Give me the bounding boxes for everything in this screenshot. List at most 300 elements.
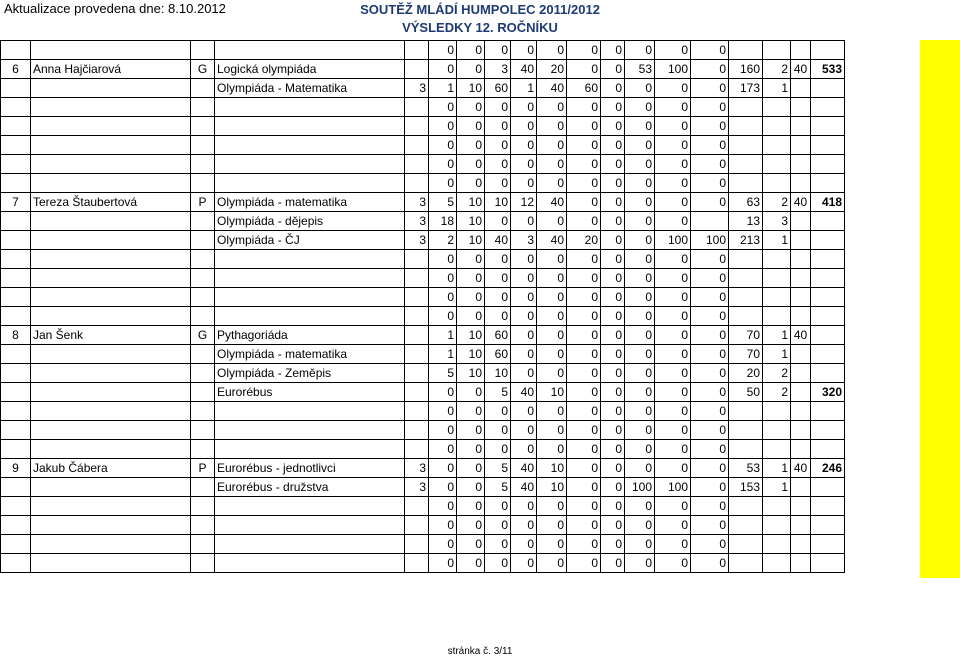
score-cell: 0 bbox=[537, 402, 567, 421]
score-cell: 0 bbox=[457, 383, 485, 402]
competition-name: Eurorébus bbox=[215, 383, 405, 402]
sum-cell: 160 bbox=[729, 60, 763, 79]
points-cell: 40 bbox=[791, 326, 811, 345]
place-cell bbox=[763, 174, 791, 193]
total-cell bbox=[811, 98, 845, 117]
total-cell: 246 bbox=[811, 459, 845, 478]
points-cell bbox=[791, 402, 811, 421]
competition-name: Pythagoriáda bbox=[215, 326, 405, 345]
sum-cell bbox=[729, 440, 763, 459]
student-name: Anna Hajčiarová bbox=[31, 60, 191, 79]
score-cell: 0 bbox=[567, 554, 601, 573]
score-cell: 10 bbox=[537, 383, 567, 402]
score-cell: 0 bbox=[601, 174, 625, 193]
sum-cell bbox=[729, 269, 763, 288]
score-cell: 0 bbox=[655, 155, 691, 174]
score-cell: 0 bbox=[691, 136, 729, 155]
place-cell bbox=[763, 497, 791, 516]
score-cell: 0 bbox=[655, 459, 691, 478]
score-cell: 0 bbox=[429, 250, 457, 269]
score-cell: 0 bbox=[691, 364, 729, 383]
score-cell: 0 bbox=[485, 98, 511, 117]
sum-cell: 50 bbox=[729, 383, 763, 402]
competition-name bbox=[215, 98, 405, 117]
score-cell: 0 bbox=[457, 98, 485, 117]
score-cell: 0 bbox=[567, 497, 601, 516]
school-type bbox=[191, 402, 215, 421]
total-column-highlight bbox=[920, 40, 960, 578]
score-cell: 0 bbox=[429, 174, 457, 193]
score-cell: 0 bbox=[457, 41, 485, 60]
place-cell bbox=[763, 136, 791, 155]
score-cell: 0 bbox=[567, 136, 601, 155]
school-type bbox=[191, 535, 215, 554]
score-cell: 0 bbox=[485, 250, 511, 269]
score-cell: 10 bbox=[485, 364, 511, 383]
score-cell: 0 bbox=[625, 326, 655, 345]
place-cell: 1 bbox=[763, 345, 791, 364]
student-name bbox=[31, 269, 191, 288]
sum-cell bbox=[729, 497, 763, 516]
row-number bbox=[1, 421, 31, 440]
row-number bbox=[1, 269, 31, 288]
score-cell: 0 bbox=[601, 193, 625, 212]
update-date: Aktualizace provedena dne: 8.10.2012 bbox=[4, 1, 226, 16]
score-cell: 0 bbox=[485, 497, 511, 516]
score-cell: 0 bbox=[457, 554, 485, 573]
student-name bbox=[31, 212, 191, 231]
total-cell bbox=[811, 402, 845, 421]
place-cell bbox=[763, 535, 791, 554]
score-cell: 0 bbox=[625, 402, 655, 421]
score-cell: 0 bbox=[601, 497, 625, 516]
score-cell: 0 bbox=[655, 421, 691, 440]
score-cell: 100 bbox=[655, 478, 691, 497]
table-row bbox=[1, 98, 845, 117]
score-cell: 10 bbox=[457, 364, 485, 383]
score-cell: 0 bbox=[457, 117, 485, 136]
page-number: stránka č. 3/11 bbox=[447, 646, 513, 657]
school-type bbox=[191, 516, 215, 535]
score-cell: 0 bbox=[537, 269, 567, 288]
competition-name bbox=[215, 136, 405, 155]
row-number bbox=[1, 155, 31, 174]
score-cell: 40 bbox=[511, 459, 537, 478]
score-cell: 0 bbox=[601, 60, 625, 79]
score-cell: 0 bbox=[511, 535, 537, 554]
school-type bbox=[191, 554, 215, 573]
school-type: P bbox=[191, 193, 215, 212]
total-cell bbox=[811, 497, 845, 516]
score-cell: 0 bbox=[625, 440, 655, 459]
school-type bbox=[191, 117, 215, 136]
score-cell: 0 bbox=[625, 212, 655, 231]
school-type bbox=[191, 98, 215, 117]
score-cell: 1 bbox=[429, 345, 457, 364]
student-name: Jan Šenk bbox=[31, 326, 191, 345]
table-row bbox=[1, 212, 845, 231]
score-cell: 0 bbox=[691, 174, 729, 193]
total-cell bbox=[811, 288, 845, 307]
total-cell bbox=[811, 345, 845, 364]
score-cell: 0 bbox=[601, 41, 625, 60]
score-cell: 0 bbox=[655, 98, 691, 117]
category-value bbox=[405, 497, 429, 516]
score-cell: 0 bbox=[601, 250, 625, 269]
score-cell: 5 bbox=[485, 459, 511, 478]
score-cell: 0 bbox=[625, 554, 655, 573]
score-cell: 40 bbox=[537, 193, 567, 212]
score-cell: 0 bbox=[655, 307, 691, 326]
points-cell bbox=[791, 174, 811, 193]
score-cell: 100 bbox=[625, 478, 655, 497]
score-cell: 0 bbox=[511, 554, 537, 573]
score-cell: 0 bbox=[567, 307, 601, 326]
student-name bbox=[31, 231, 191, 250]
score-cell: 0 bbox=[457, 174, 485, 193]
total-cell bbox=[811, 212, 845, 231]
table-row bbox=[1, 402, 845, 421]
points-cell bbox=[791, 250, 811, 269]
total-cell bbox=[811, 516, 845, 535]
score-cell: 0 bbox=[655, 364, 691, 383]
score-cell: 0 bbox=[625, 193, 655, 212]
score-cell: 0 bbox=[567, 155, 601, 174]
total-cell bbox=[811, 554, 845, 573]
score-cell: 0 bbox=[537, 326, 567, 345]
score-cell: 0 bbox=[511, 98, 537, 117]
score-cell: 0 bbox=[655, 288, 691, 307]
student-name bbox=[31, 440, 191, 459]
table-row bbox=[1, 155, 845, 174]
points-cell bbox=[791, 535, 811, 554]
competition-name bbox=[215, 41, 405, 60]
place-cell bbox=[763, 554, 791, 573]
score-cell: 0 bbox=[655, 250, 691, 269]
school-type: G bbox=[191, 60, 215, 79]
score-cell: 0 bbox=[625, 383, 655, 402]
score-cell: 0 bbox=[429, 155, 457, 174]
score-cell: 0 bbox=[537, 117, 567, 136]
row-number bbox=[1, 250, 31, 269]
score-cell: 0 bbox=[691, 345, 729, 364]
student-name bbox=[31, 288, 191, 307]
total-cell bbox=[811, 364, 845, 383]
score-cell: 0 bbox=[457, 288, 485, 307]
score-cell: 0 bbox=[655, 383, 691, 402]
student-name bbox=[31, 516, 191, 535]
table-row bbox=[1, 269, 845, 288]
total-cell bbox=[811, 326, 845, 345]
student-name bbox=[31, 478, 191, 497]
table-row bbox=[1, 79, 845, 98]
school-type: P bbox=[191, 459, 215, 478]
sum-cell: 173 bbox=[729, 79, 763, 98]
score-cell: 0 bbox=[485, 174, 511, 193]
score-cell: 0 bbox=[457, 535, 485, 554]
competition-name: Olympiáda - ČJ bbox=[215, 231, 405, 250]
total-cell bbox=[811, 41, 845, 60]
score-cell: 0 bbox=[567, 440, 601, 459]
score-cell: 0 bbox=[567, 421, 601, 440]
score-cell: 0 bbox=[429, 269, 457, 288]
score-cell: 0 bbox=[655, 554, 691, 573]
student-name: Jakub Čábera bbox=[31, 459, 191, 478]
competition-name: Eurorébus - jednotlivci bbox=[215, 459, 405, 478]
score-cell: 0 bbox=[511, 364, 537, 383]
score-cell: 5 bbox=[429, 193, 457, 212]
student-name bbox=[31, 136, 191, 155]
student-name bbox=[31, 497, 191, 516]
total-cell bbox=[811, 250, 845, 269]
score-cell: 0 bbox=[601, 326, 625, 345]
score-cell: 0 bbox=[655, 136, 691, 155]
score-cell: 10 bbox=[457, 345, 485, 364]
score-cell: 0 bbox=[567, 98, 601, 117]
school-type bbox=[191, 497, 215, 516]
score-cell: 0 bbox=[601, 364, 625, 383]
competition-name bbox=[215, 307, 405, 326]
table-row bbox=[1, 364, 845, 383]
category-value bbox=[405, 60, 429, 79]
table-row bbox=[1, 459, 845, 478]
score-cell: 0 bbox=[457, 497, 485, 516]
sum-cell bbox=[729, 421, 763, 440]
student-name bbox=[31, 155, 191, 174]
school-type bbox=[191, 155, 215, 174]
table-row bbox=[1, 345, 845, 364]
sum-cell: 70 bbox=[729, 326, 763, 345]
row-number bbox=[1, 402, 31, 421]
place-cell: 1 bbox=[763, 459, 791, 478]
score-cell: 0 bbox=[537, 136, 567, 155]
score-cell: 0 bbox=[691, 155, 729, 174]
score-cell: 0 bbox=[429, 459, 457, 478]
school-type bbox=[191, 345, 215, 364]
sum-cell bbox=[729, 41, 763, 60]
row-number bbox=[1, 345, 31, 364]
table-row bbox=[1, 231, 845, 250]
competition-name: Olympiáda - dějepis bbox=[215, 212, 405, 231]
place-cell: 3 bbox=[763, 212, 791, 231]
results-table bbox=[0, 40, 845, 573]
table-row bbox=[1, 440, 845, 459]
score-cell: 0 bbox=[691, 516, 729, 535]
score-cell: 0 bbox=[625, 516, 655, 535]
score-cell: 60 bbox=[485, 79, 511, 98]
points-cell bbox=[791, 98, 811, 117]
place-cell bbox=[763, 402, 791, 421]
score-cell: 0 bbox=[567, 193, 601, 212]
place-cell: 1 bbox=[763, 79, 791, 98]
score-cell: 0 bbox=[511, 345, 537, 364]
score-cell: 0 bbox=[511, 440, 537, 459]
score-cell: 0 bbox=[625, 79, 655, 98]
row-number bbox=[1, 288, 31, 307]
score-cell: 0 bbox=[691, 478, 729, 497]
score-cell: 0 bbox=[567, 326, 601, 345]
score-cell: 40 bbox=[511, 478, 537, 497]
category-value bbox=[405, 288, 429, 307]
score-cell: 0 bbox=[655, 326, 691, 345]
score-cell: 0 bbox=[691, 554, 729, 573]
total-cell: 320 bbox=[811, 383, 845, 402]
score-cell: 0 bbox=[485, 136, 511, 155]
score-cell: 0 bbox=[457, 155, 485, 174]
score-cell: 0 bbox=[691, 41, 729, 60]
row-number bbox=[1, 98, 31, 117]
score-cell: 0 bbox=[429, 383, 457, 402]
row-number bbox=[1, 41, 31, 60]
category-value bbox=[405, 326, 429, 345]
row-number bbox=[1, 535, 31, 554]
score-cell: 0 bbox=[537, 364, 567, 383]
score-cell: 0 bbox=[691, 459, 729, 478]
score-cell: 0 bbox=[457, 421, 485, 440]
competition-name bbox=[215, 516, 405, 535]
total-cell bbox=[811, 421, 845, 440]
score-cell: 10 bbox=[457, 212, 485, 231]
sum-cell bbox=[729, 117, 763, 136]
score-cell: 0 bbox=[625, 307, 655, 326]
score-cell: 0 bbox=[601, 402, 625, 421]
table-row bbox=[1, 497, 845, 516]
competition-name: Olympiáda - matematika bbox=[215, 345, 405, 364]
school-type bbox=[191, 288, 215, 307]
sum-cell bbox=[729, 136, 763, 155]
category-value: 3 bbox=[405, 79, 429, 98]
score-cell: 0 bbox=[625, 41, 655, 60]
points-cell bbox=[791, 345, 811, 364]
score-cell: 40 bbox=[537, 79, 567, 98]
score-cell: 0 bbox=[511, 307, 537, 326]
score-cell: 0 bbox=[655, 516, 691, 535]
place-cell: 2 bbox=[763, 193, 791, 212]
score-cell: 10 bbox=[457, 231, 485, 250]
student-name bbox=[31, 174, 191, 193]
score-cell: 0 bbox=[601, 136, 625, 155]
points-cell bbox=[791, 136, 811, 155]
score-cell: 0 bbox=[511, 250, 537, 269]
score-cell: 0 bbox=[537, 212, 567, 231]
score-cell: 60 bbox=[567, 79, 601, 98]
score-cell: 40 bbox=[537, 231, 567, 250]
score-cell: 0 bbox=[457, 402, 485, 421]
score-cell: 0 bbox=[625, 174, 655, 193]
score-cell: 0 bbox=[655, 41, 691, 60]
place-cell bbox=[763, 421, 791, 440]
row-number: 9 bbox=[1, 459, 31, 478]
score-cell: 0 bbox=[485, 421, 511, 440]
page-subtitle: VÝSLEDKY 12. ROČNÍKU bbox=[402, 20, 558, 35]
competition-name bbox=[215, 117, 405, 136]
points-cell bbox=[791, 269, 811, 288]
score-cell: 0 bbox=[691, 440, 729, 459]
score-cell: 40 bbox=[511, 60, 537, 79]
score-cell: 5 bbox=[485, 478, 511, 497]
score-cell: 10 bbox=[457, 79, 485, 98]
score-cell: 0 bbox=[691, 535, 729, 554]
place-cell bbox=[763, 41, 791, 60]
points-cell bbox=[791, 117, 811, 136]
competition-name bbox=[215, 440, 405, 459]
score-cell: 0 bbox=[625, 288, 655, 307]
points-cell: 40 bbox=[791, 459, 811, 478]
sum-cell: 13 bbox=[729, 212, 763, 231]
score-cell: 0 bbox=[601, 516, 625, 535]
score-cell: 0 bbox=[691, 269, 729, 288]
score-cell: 0 bbox=[691, 79, 729, 98]
score-cell: 10 bbox=[485, 193, 511, 212]
points-cell: 40 bbox=[791, 60, 811, 79]
score-cell: 0 bbox=[655, 174, 691, 193]
score-cell: 60 bbox=[485, 326, 511, 345]
score-cell: 0 bbox=[691, 421, 729, 440]
school-type bbox=[191, 212, 215, 231]
table-row bbox=[1, 535, 845, 554]
category-value: 3 bbox=[405, 478, 429, 497]
score-cell: 1 bbox=[429, 326, 457, 345]
score-cell: 0 bbox=[655, 440, 691, 459]
score-cell: 0 bbox=[485, 535, 511, 554]
category-value bbox=[405, 174, 429, 193]
score-cell: 0 bbox=[429, 516, 457, 535]
student-name: Tereza Štaubertová bbox=[31, 193, 191, 212]
score-cell: 0 bbox=[537, 535, 567, 554]
score-cell: 0 bbox=[511, 288, 537, 307]
score-cell: 0 bbox=[567, 41, 601, 60]
total-cell bbox=[811, 307, 845, 326]
category-value bbox=[405, 98, 429, 117]
student-name bbox=[31, 383, 191, 402]
table-row bbox=[1, 516, 845, 535]
score-cell: 0 bbox=[567, 269, 601, 288]
student-name bbox=[31, 345, 191, 364]
score-cell: 0 bbox=[601, 307, 625, 326]
score-cell: 0 bbox=[625, 136, 655, 155]
total-cell bbox=[811, 136, 845, 155]
table-row bbox=[1, 117, 845, 136]
table-row bbox=[1, 193, 845, 212]
competition-name bbox=[215, 155, 405, 174]
row-number: 7 bbox=[1, 193, 31, 212]
score-cell: 53 bbox=[625, 60, 655, 79]
sum-cell bbox=[729, 288, 763, 307]
table-row bbox=[1, 421, 845, 440]
score-cell: 5 bbox=[485, 383, 511, 402]
score-cell: 0 bbox=[601, 288, 625, 307]
score-cell: 0 bbox=[655, 79, 691, 98]
category-value bbox=[405, 421, 429, 440]
score-cell: 0 bbox=[567, 250, 601, 269]
score-cell: 100 bbox=[691, 231, 729, 250]
score-cell: 0 bbox=[625, 535, 655, 554]
score-cell: 0 bbox=[567, 478, 601, 497]
points-cell bbox=[791, 288, 811, 307]
category-value bbox=[405, 269, 429, 288]
table-row bbox=[1, 326, 845, 345]
score-cell: 0 bbox=[511, 174, 537, 193]
total-cell bbox=[811, 231, 845, 250]
category-value: 3 bbox=[405, 193, 429, 212]
points-cell bbox=[791, 155, 811, 174]
row-number bbox=[1, 212, 31, 231]
score-cell: 0 bbox=[457, 478, 485, 497]
score-cell: 0 bbox=[429, 421, 457, 440]
student-name bbox=[31, 402, 191, 421]
score-cell: 0 bbox=[601, 212, 625, 231]
total-cell bbox=[811, 478, 845, 497]
